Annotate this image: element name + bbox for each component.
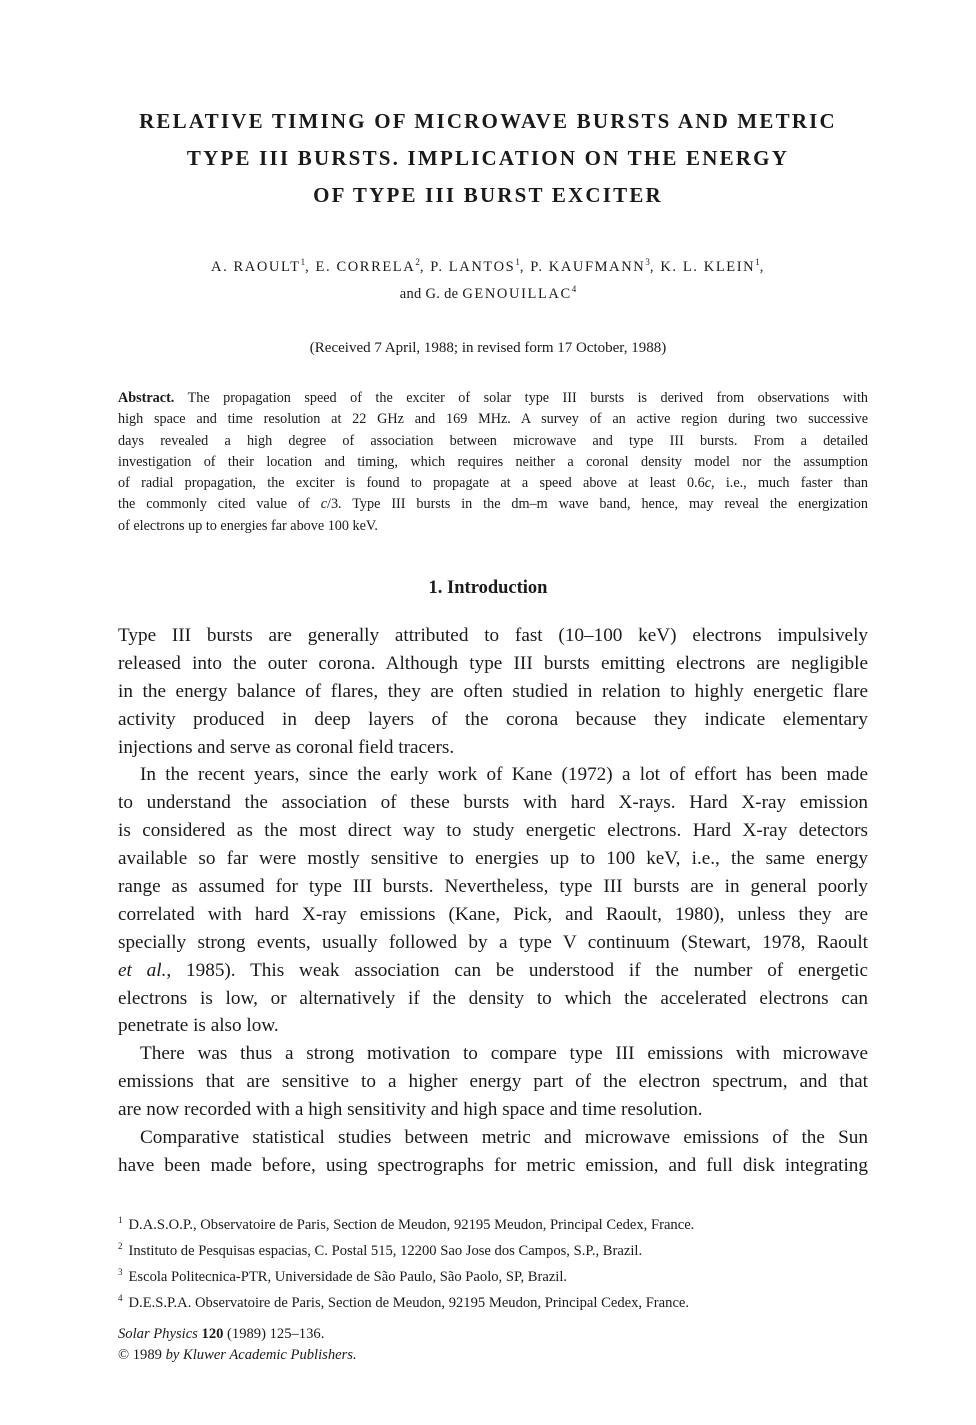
affiliation-mark: 1 [300, 257, 306, 267]
body-line: Type III bursts are generally attributed to fast (10–100 keV) electrons impulsively [118, 625, 868, 646]
paper-title [100, 103, 876, 214]
author-name: P. KAUFMANN [530, 258, 646, 275]
author-prefix: and G. de [399, 285, 463, 302]
body-line: emissions that are sensitive to a higher energy part of the electron spectrum, and that [118, 1071, 868, 1093]
author-name: K. L. KLEIN [660, 258, 756, 275]
footnote-number: 3 [118, 1266, 123, 1277]
author-line [100, 278, 876, 305]
affiliation-mark: 3 [645, 257, 650, 267]
author-name: A. RAOULT [211, 258, 301, 275]
abstract-line: of electrons up to energies far above 100 keV. [118, 517, 378, 534]
body-line: are now recorded with a high sensitivity and high space and time resolution. [118, 1099, 703, 1121]
body-line: specially strong events, usually followed by a type V continuum (Stewart, 1978, Raoult [118, 931, 868, 953]
author-line: A. RAOULT$^1$, E. CORRELA$^2$, P. LANTOS$^1$, P. KAUFMANN$^3$, K. L. KLEIN$^1$, [211, 257, 765, 275]
abstract-line: the commonly cited value of c/3. Type III bursts in the dm–m wave band, hence, may reveal the energization [118, 496, 868, 513]
body-line: et al., 1985). This weak association can be understood if the number of energetic [118, 959, 868, 981]
body-line: In the recent years, since the early work of Kane (1972) a lot of effort has been made [140, 764, 868, 786]
body-line: in the energy balance of flares, they are often studied in relation to highly energetic flare [118, 680, 868, 702]
body-line: have been made before, using spectrographs for metric emission, and full disk integrating [118, 1154, 868, 1176]
publisher: by Kluwer Academic Publishers. [165, 1347, 357, 1363]
footnote-number: 2 [118, 1240, 123, 1251]
author-list [100, 251, 876, 305]
body-line: released into the outer corona. Although type III bursts emitting electrons are negligible [118, 652, 868, 674]
title-line: TYPE III BURSTS. IMPLICATION ON THE ENERGY [186, 146, 790, 170]
author-name: P. LANTOS [430, 258, 516, 275]
body-line: injections and serve as coronal field tracers. [118, 736, 455, 758]
body-line: available so far were mostly sensitive to energies up to 100 keV, i.e., the same energy [118, 848, 868, 870]
affiliation-mark: 1 [755, 257, 760, 267]
footnote: $^1$ D.A.S.O.P., Observatoire de Paris, Section de Meudon, 92195 Meudon, Principal Cedex, France. [118, 1215, 695, 1233]
body-line: activity produced in deep layers of the corona because they indicate elementary [118, 708, 868, 730]
affiliation-mark: 2 [415, 257, 420, 267]
abstract-line: of radial propagation, the exciter is found to propagate at a speed above at least 0.6c, i.e., much faster than [118, 475, 868, 492]
copyright-line: © 1989 by Kluwer Academic Publishers. [118, 1347, 357, 1363]
footnote: $^4$ D.E.S.P.A. Observatoire de Paris, Section de Meudon, 92195 Meudon, Principal Cedex, France. [118, 1292, 690, 1311]
abstract-label: Abstract. [118, 390, 175, 406]
title-line: RELATIVE TIMING OF MICROWAVE BURSTS AND METRIC [139, 109, 837, 133]
footnote-number: 1 [118, 1215, 123, 1225]
title-line: OF TYPE III BURST EXCITER [313, 183, 663, 207]
body-text [118, 622, 868, 1180]
journal-citation [118, 1324, 357, 1366]
affiliation-mark: 4 [571, 283, 577, 294]
author-name: E. CORRELA [315, 258, 416, 275]
affiliation-mark: 1 [515, 257, 520, 267]
author-name: GENOUILLAC [462, 285, 572, 302]
footnote: $^2$ Instituto de Pesquisas espacias, C. Postal 515, 12200 Sao Jose dos Campos, S.P., Brazil. [118, 1240, 643, 1259]
received-dates: (Received 7 April, 1988; in revised form 17 October, 1988) [309, 340, 667, 356]
body-line: correlated with hard X-ray emissions (Kane, Pick, and Raoult, 1980), unless they are [118, 903, 868, 925]
abstract [118, 388, 868, 537]
body-line: penetrate is also low. [118, 1015, 279, 1037]
body-line: Comparative statistical studies between metric and microwave emissions of the Sun [140, 1127, 868, 1149]
footnote: $^3$ Escola Politecnica-PTR, Universidade de São Paulo, São Paolo, SP, Brazil. [118, 1266, 568, 1285]
journal-volume: 120 [201, 1326, 224, 1342]
body-line: electrons is low, or alternatively if the density to which the accelerated electrons can [118, 987, 868, 1009]
journal-name: Solar Physics [118, 1326, 198, 1342]
body-line: range as assumed for type III bursts. Nevertheless, type III bursts are in general poorly [118, 876, 868, 898]
body-line: to understand the association of these bursts with hard X-rays. Hard X-ray emission [118, 792, 868, 814]
abstract-line: days revealed a high degree of association between microwave and type III bursts. From a detailed [118, 432, 868, 449]
footnote-number: 4 [118, 1292, 123, 1303]
footnotes [118, 1210, 868, 1313]
abstract-line: high space and time resolution at 22 GHz and 169 MHz. A survey of an active region during two successive [118, 411, 868, 428]
section-heading: 1. Introduction [428, 578, 548, 598]
abstract-line: investigation of their location and timing, which requires neither a coronal density model nor the assumption [118, 453, 868, 470]
journal-line: Solar Physics 120 (1989) 125–136. [118, 1326, 325, 1342]
body-line: There was thus a strong motivation to compare type III emissions with microwave [140, 1043, 868, 1065]
body-line: is considered as the most direct way to study energetic electrons. Hard X-ray detectors [118, 820, 868, 842]
abstract-line: Abstract. The propagation speed of the exciter of solar type III bursts is derived from observations with [118, 390, 869, 406]
